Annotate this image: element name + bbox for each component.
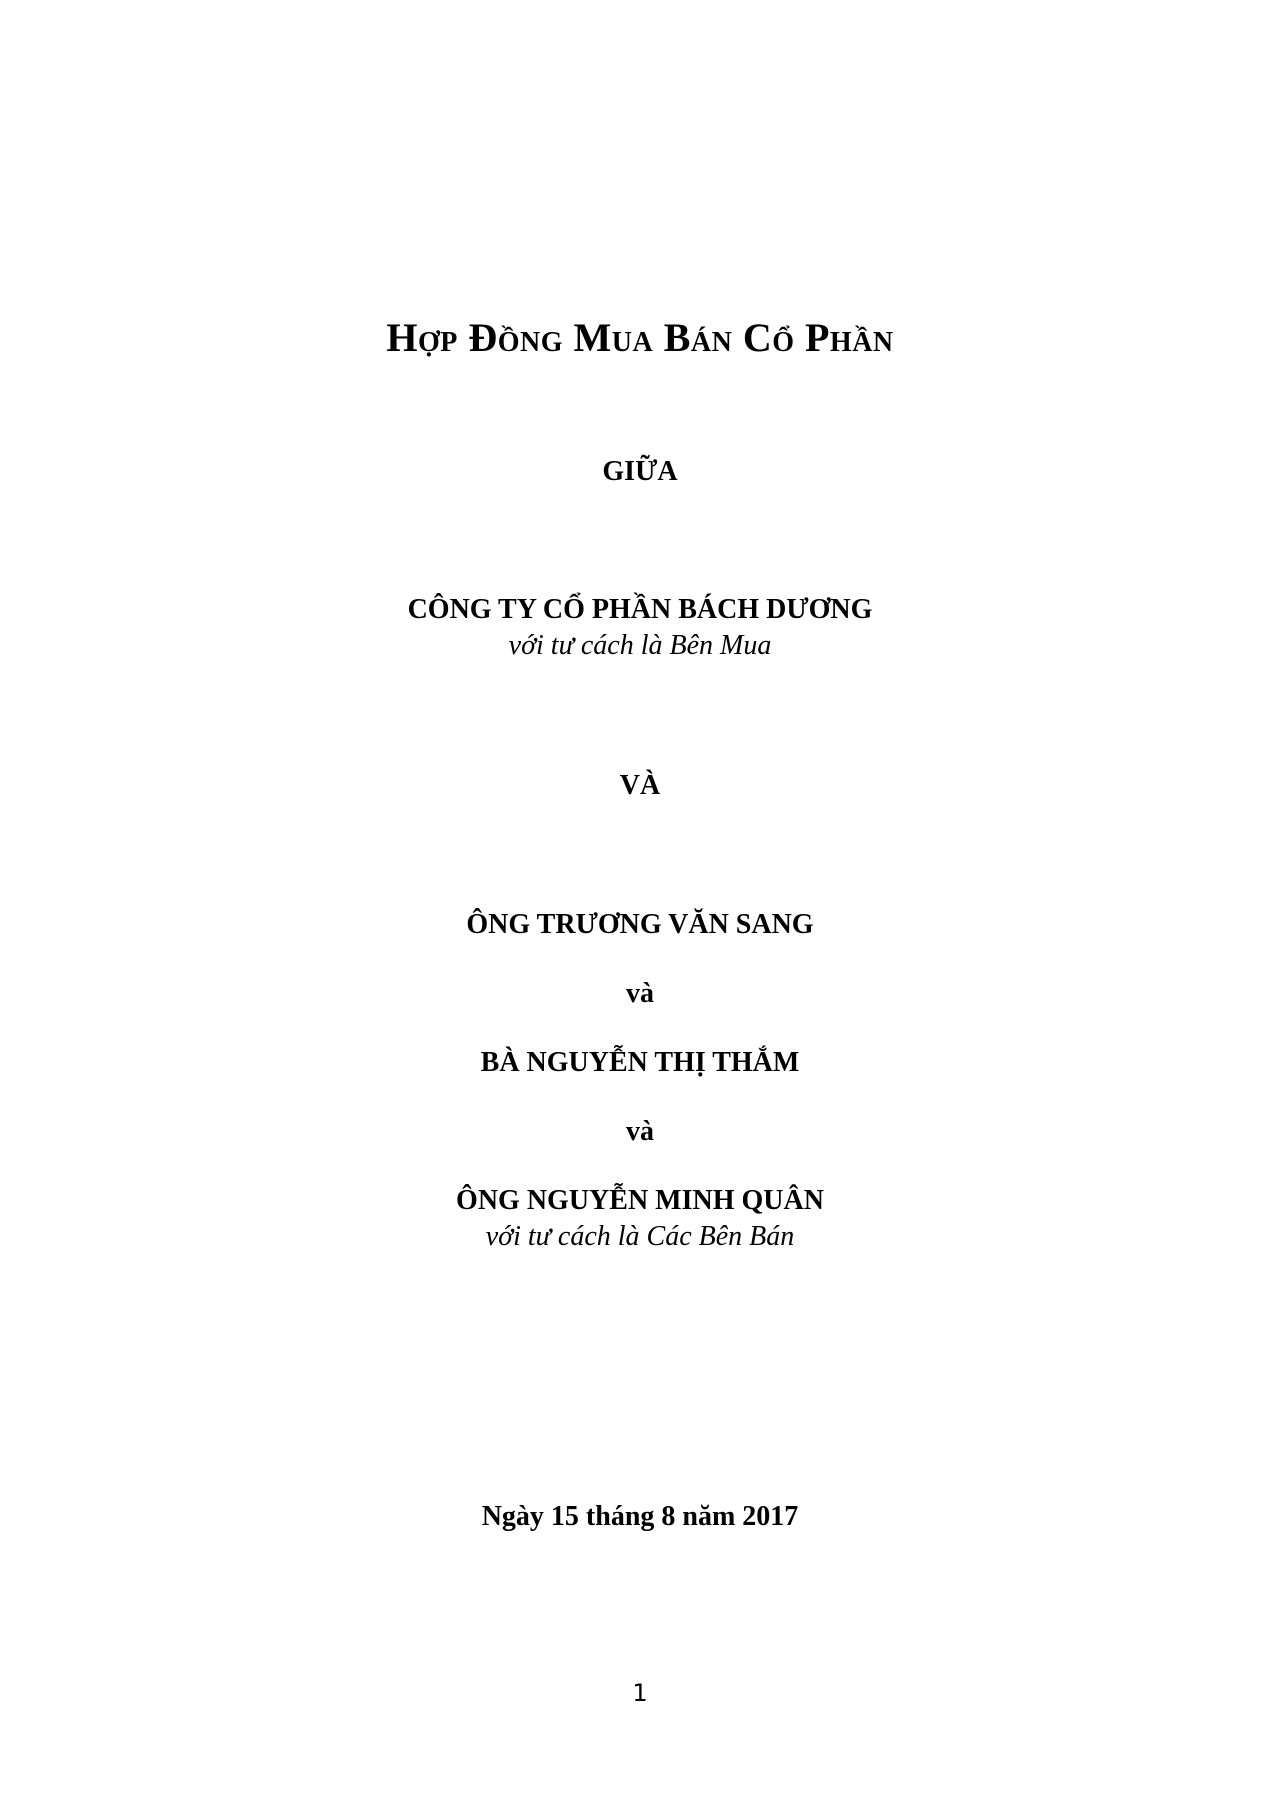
seller-name-3: ÔNG NGUYỄN MINH QUÂN	[456, 1185, 824, 1216]
contract-title: Hợp Đồng Mua Bán Cổ Phần	[386, 315, 894, 360]
and-separator-1: và	[626, 978, 654, 1009]
seller-name-1: ÔNG TRƯƠNG VĂN SANG	[466, 909, 814, 940]
sellers-role: với tư cách là Các Bên Bán	[485, 1221, 795, 1252]
contract-date: Ngày 15 tháng 8 năm 2017	[481, 1501, 799, 1532]
and-separator-upper: VÀ	[619, 770, 661, 801]
seller-name-2: BÀ NGUYỄN THỊ THẮM	[480, 1047, 800, 1078]
buyer-name: CÔNG TY CỔ PHẦN BÁCH DƯƠNG	[407, 594, 873, 625]
page-number: 1	[632, 1679, 648, 1707]
buyer-role: với tư cách là Bên Mua	[508, 630, 772, 661]
and-separator-2: và	[626, 1116, 654, 1147]
between-label: GIỮA	[602, 456, 678, 487]
